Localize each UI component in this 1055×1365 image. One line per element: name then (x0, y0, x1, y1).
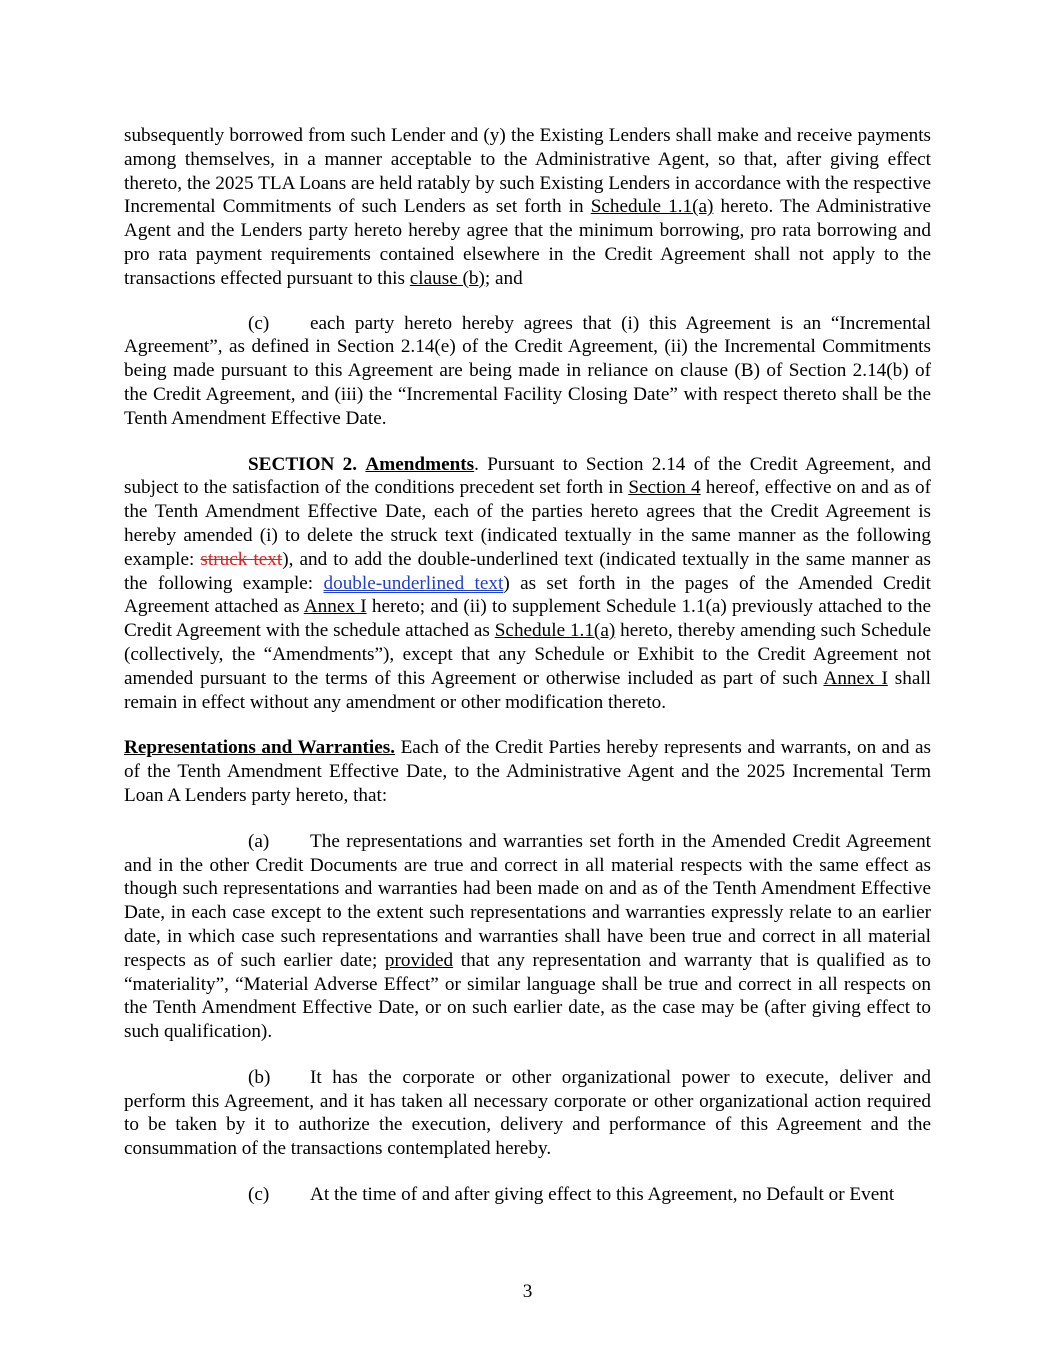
paragraph-section-2: SECTION 2. Amendments. Pursuant to Section 2.14 of the Credit Agreement, and subject to the satisfaction of the conditions precedent set forth in Section 4 hereof, effective on and as of the Tenth Amendment Effective Date, each of the parties hereto agrees that the Credit Agreement is hereby amended (i) to delete the struck text (indicated textually in the same manner as the following example: struck text), and to add the double-underlined text (indicated textually in the same manner as the following example: double-underlined text) as set forth in the pages of the Amended Credit Agreement attached as Annex I hereto; and (ii) to supplement Schedule 1.1(a) previously attached to the Credit Agreement with the schedule attached as Schedule 1.1(a) hereto, thereby amending such Schedule (collectively, the “Amendments”), except that any Schedule or Exhibit to the Credit Agreement not amended pursuant to the terms of this Agreement or otherwise included as part of such Annex I shall remain in effect without any amendment or other modification thereto. (124, 453, 932, 713)
paragraph-clause-a: (a) The representations and warranties set forth in the Amended Credit Agreement and in the other Credit Documents are true and correct in all material respects with the same effect as though such representations and warranties had been made on and as of the Tenth Amendment Effective Date, in each case except to the extent such representations and warranties expressly relate to an earlier date, in which case such representations and warranties shall have been true and correct in all material respects as of such earlier date; provided that any representation and warranty that is qualified as to “materiality”, “Material Adverse Effect” or similar language shall be true and correct in all respects on the Tenth Amendment Effective Date, or on such earlier date, as the case may be (after giving effect to such qualification). (124, 830, 931, 1043)
schedule-reference: Schedule 1.1(a) (494, 620, 616, 642)
double-underlined-example: double-underlined text (323, 572, 504, 594)
clause-label: (a) (248, 830, 270, 852)
clause-label: (b) (248, 1066, 271, 1088)
annex-reference: Annex I (303, 596, 367, 618)
provided-term: provided (384, 949, 454, 971)
annex-reference: Annex I (823, 667, 888, 689)
paragraph-clause-c: (c) each party hereto hereby agrees that (i) this Agreement is an “Incremental Agreement”, as defined in Section 2.14(e) of the Credit Agreement, (ii) the Incremental Commitments being made pursuant to this Agreement are being made in reliance on clause (B) of Section 2.14(b) of the Credit Agreement, and (iii) the “Incremental Facility Closing Date” with respect thereto shall be the Tenth Amendment Effective Date. (124, 312, 931, 429)
clause-label: (c) (248, 312, 270, 334)
paragraph-continuation: subsequently borrowed from such Lender and (y) the Existing Lenders shall make and receive payments among themselves, in a manner acceptable to the Administrative Agent, so that, after giving effect thereto, the 2025 TLA Loans are held ratably by such Existing Lenders in accordance with the respective Incremental Commitments of such Lenders as set forth in Schedule 1.1(a) hereto. The Administrative Agent and the Lenders party hereto hereby agree that the minimum borrowing, pro rata borrowing and pro rata payment requirements contained elsewhere in the Credit Agreement shall not apply to the transactions effected pursuant to this clause (b); and (124, 125, 931, 289)
section-reference: Section 4 (628, 477, 701, 499)
paragraph-clause-c2: (c) At the time of and after giving effect to this Agreement, no Default or Event (248, 1184, 895, 1206)
page-number: 3 (522, 1281, 533, 1302)
paragraph-representations: Representations and Warranties. Each of the Credit Parties hereby represents and warrants, on and as of the Tenth Amendment Effective Date, to the Administrative Agent and the 2025 Incremental Term Loan A Lenders party hereto, that: (124, 737, 931, 806)
section-number: SECTION 2. (248, 453, 358, 475)
struck-text-example: struck text (200, 548, 283, 570)
section-heading: Representations and Warranties. (124, 737, 396, 759)
schedule-reference: Schedule 1.1(a) (590, 196, 714, 218)
clause-label: (c) (248, 1184, 270, 1206)
clause-reference: clause (b) (409, 267, 485, 289)
paragraph-clause-b: (b) It has the corporate or other organizational power to execute, deliver and perform this Agreement, and it has taken all necessary corporate or other organizational action required to be taken by it to authorize the execution, delivery and performance of this Agreement and the consummation of the transactions contemplated hereby. (124, 1066, 931, 1160)
section-heading: Amendments (365, 453, 475, 475)
